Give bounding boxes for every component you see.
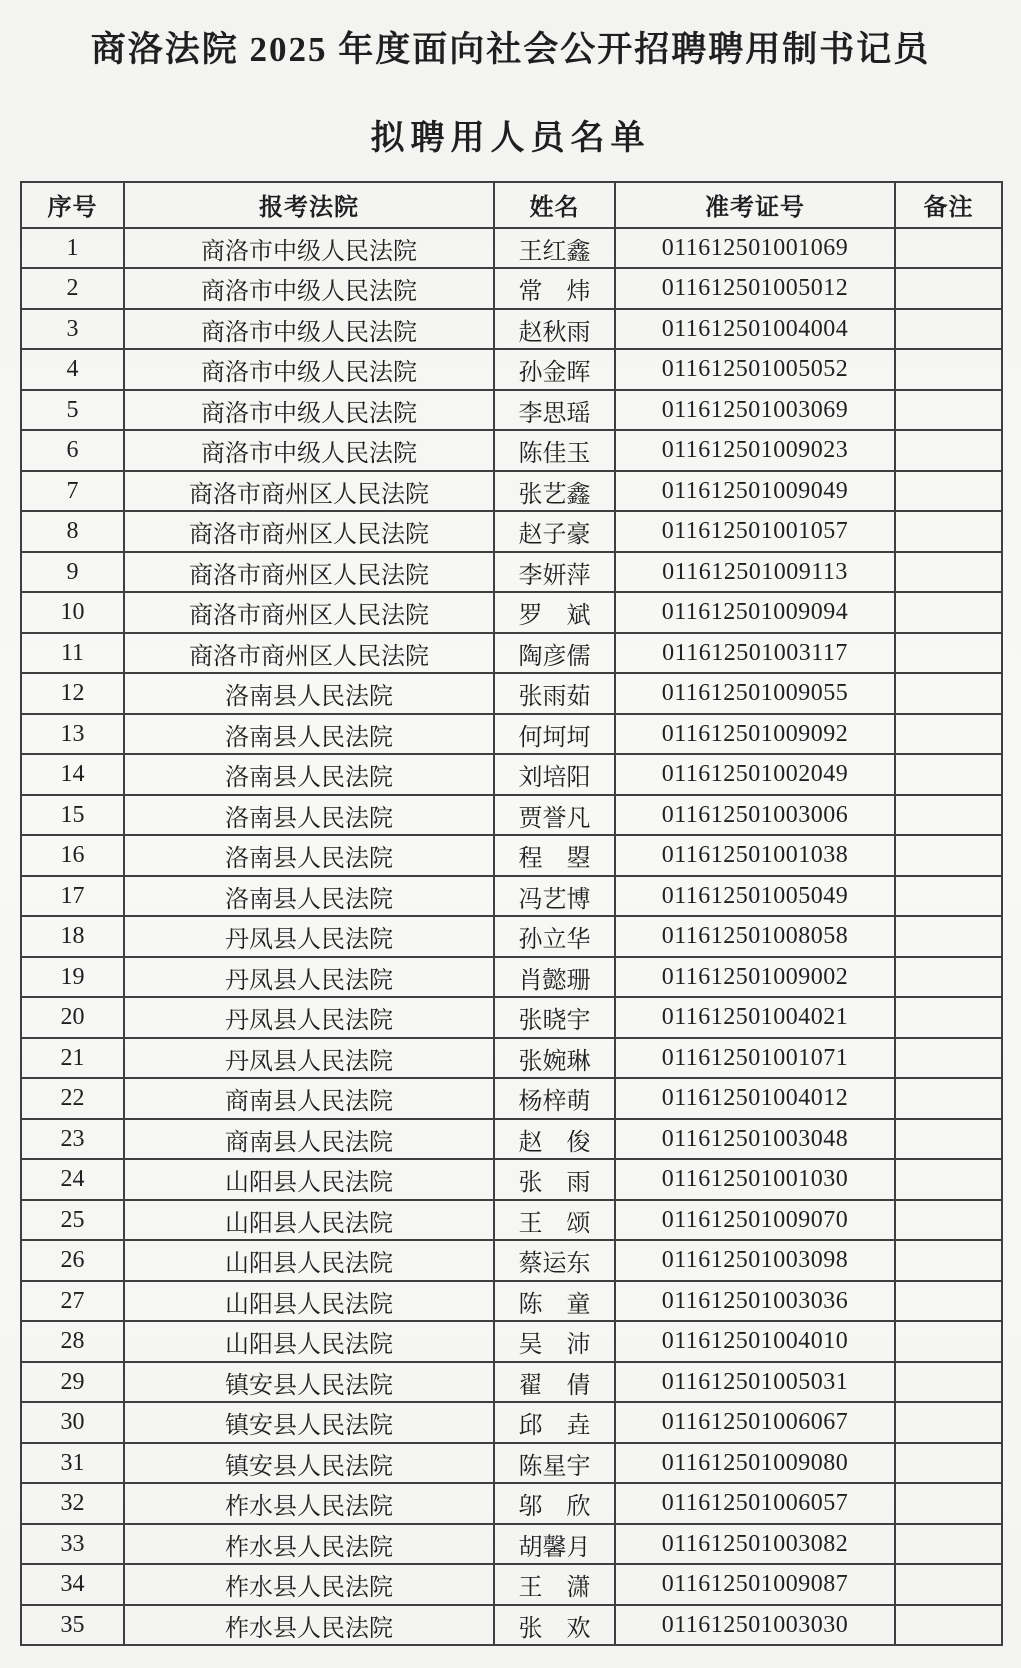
remark-cell — [895, 1564, 1002, 1605]
serial-number-cell: 18 — [21, 916, 124, 957]
serial-number-cell: 35 — [21, 1605, 124, 1646]
serial-number-cell: 20 — [21, 997, 124, 1038]
table-row — [21, 1038, 1002, 1079]
serial-number-cell: 23 — [21, 1119, 124, 1160]
serial-number-cell: 22 — [21, 1078, 124, 1119]
ticket-number-cell: 011612501004021 — [615, 997, 895, 1038]
serial-number-cell: 9 — [21, 552, 124, 593]
serial-number-cell: 10 — [21, 592, 124, 633]
name-cell: 常 炜 — [494, 268, 615, 309]
table-row — [21, 228, 1002, 269]
court-cell: 丹凤县人民法院 — [124, 997, 494, 1038]
remark-cell — [895, 592, 1002, 633]
court-cell: 柞水县人民法院 — [124, 1524, 494, 1565]
ticket-number-cell: 011612501009080 — [615, 1443, 895, 1484]
remark-cell — [895, 1038, 1002, 1079]
remark-cell — [895, 957, 1002, 998]
name-cell: 王 潇 — [494, 1564, 615, 1605]
table-row — [21, 268, 1002, 309]
court-cell: 山阳县人民法院 — [124, 1240, 494, 1281]
name-cell: 张雨茹 — [494, 673, 615, 714]
table-row — [21, 309, 1002, 350]
remark-cell — [895, 1524, 1002, 1565]
table-row — [21, 673, 1002, 714]
name-cell: 冯艺博 — [494, 876, 615, 917]
table-header-row — [21, 182, 1002, 228]
serial-number-cell: 21 — [21, 1038, 124, 1079]
ticket-number-cell: 011612501001057 — [615, 511, 895, 552]
remark-cell — [895, 876, 1002, 917]
table-row — [21, 1564, 1002, 1605]
name-cell: 孙立华 — [494, 916, 615, 957]
table-row — [21, 1362, 1002, 1403]
header-ticket-number: 准考证号 — [615, 182, 895, 228]
court-cell: 洛南县人民法院 — [124, 876, 494, 917]
name-cell: 翟 倩 — [494, 1362, 615, 1403]
court-cell: 镇安县人民法院 — [124, 1402, 494, 1443]
court-cell: 商洛市商州区人民法院 — [124, 633, 494, 674]
table-row — [21, 1443, 1002, 1484]
remark-cell — [895, 309, 1002, 350]
ticket-number-cell: 011612501001030 — [615, 1159, 895, 1200]
name-cell: 蔡运东 — [494, 1240, 615, 1281]
name-cell: 陶彦儒 — [494, 633, 615, 674]
name-cell: 张 雨 — [494, 1159, 615, 1200]
remark-cell — [895, 1119, 1002, 1160]
ticket-number-cell: 011612501005012 — [615, 268, 895, 309]
table-row — [21, 916, 1002, 957]
remark-cell — [895, 552, 1002, 593]
table-row — [21, 1159, 1002, 1200]
table-row — [21, 835, 1002, 876]
name-cell: 张艺鑫 — [494, 471, 615, 512]
name-cell: 赵秋雨 — [494, 309, 615, 350]
table-row — [21, 430, 1002, 471]
name-cell: 王 颂 — [494, 1200, 615, 1241]
court-cell: 洛南县人民法院 — [124, 714, 494, 755]
remark-cell — [895, 1443, 1002, 1484]
remark-cell — [895, 1078, 1002, 1119]
court-cell: 商洛市中级人民法院 — [124, 430, 494, 471]
table-row — [21, 633, 1002, 674]
court-cell: 商南县人民法院 — [124, 1119, 494, 1160]
table-row — [21, 876, 1002, 917]
remark-cell — [895, 1159, 1002, 1200]
remark-cell — [895, 390, 1002, 431]
serial-number-cell: 27 — [21, 1281, 124, 1322]
table-row — [21, 957, 1002, 998]
serial-number-cell: 8 — [21, 511, 124, 552]
ticket-number-cell: 011612501009094 — [615, 592, 895, 633]
ticket-number-cell: 011612501001069 — [615, 228, 895, 269]
name-cell: 赵 俊 — [494, 1119, 615, 1160]
table-row — [21, 754, 1002, 795]
ticket-number-cell: 011612501004012 — [615, 1078, 895, 1119]
court-cell: 商洛市中级人民法院 — [124, 349, 494, 390]
name-cell: 陈 童 — [494, 1281, 615, 1322]
serial-number-cell: 13 — [21, 714, 124, 755]
remark-cell — [895, 430, 1002, 471]
table-row — [21, 1402, 1002, 1443]
ticket-number-cell: 011612501001038 — [615, 835, 895, 876]
ticket-number-cell: 011612501001071 — [615, 1038, 895, 1079]
remark-cell — [895, 1281, 1002, 1322]
court-cell: 丹凤县人民法院 — [124, 1038, 494, 1079]
table-row — [21, 1119, 1002, 1160]
table-row — [21, 1524, 1002, 1565]
serial-number-cell: 1 — [21, 228, 124, 269]
name-cell: 罗 斌 — [494, 592, 615, 633]
court-cell: 柞水县人民法院 — [124, 1483, 494, 1524]
serial-number-cell: 25 — [21, 1200, 124, 1241]
ticket-number-cell: 011612501002049 — [615, 754, 895, 795]
name-cell: 何坷坷 — [494, 714, 615, 755]
serial-number-cell: 3 — [21, 309, 124, 350]
table-row — [21, 471, 1002, 512]
name-cell: 陈佳玉 — [494, 430, 615, 471]
name-cell: 邱 垚 — [494, 1402, 615, 1443]
name-cell: 张晓宇 — [494, 997, 615, 1038]
serial-number-cell: 26 — [21, 1240, 124, 1281]
remark-cell — [895, 916, 1002, 957]
name-cell: 李妍萍 — [494, 552, 615, 593]
ticket-number-cell: 011612501005052 — [615, 349, 895, 390]
remark-cell — [895, 835, 1002, 876]
table-row — [21, 1281, 1002, 1322]
ticket-number-cell: 011612501009002 — [615, 957, 895, 998]
name-cell: 肖懿珊 — [494, 957, 615, 998]
remark-cell — [895, 471, 1002, 512]
serial-number-cell: 19 — [21, 957, 124, 998]
court-cell: 商洛市中级人民法院 — [124, 390, 494, 431]
serial-number-cell: 28 — [21, 1321, 124, 1362]
ticket-number-cell: 011612501003006 — [615, 795, 895, 836]
court-cell: 洛南县人民法院 — [124, 835, 494, 876]
name-cell: 王红鑫 — [494, 228, 615, 269]
court-cell: 商洛市商州区人民法院 — [124, 552, 494, 593]
court-cell: 丹凤县人民法院 — [124, 957, 494, 998]
ticket-number-cell: 011612501009023 — [615, 430, 895, 471]
serial-number-cell: 11 — [21, 633, 124, 674]
court-cell: 洛南县人民法院 — [124, 673, 494, 714]
court-cell: 山阳县人民法院 — [124, 1281, 494, 1322]
table-row — [21, 1321, 1002, 1362]
court-cell: 洛南县人民法院 — [124, 795, 494, 836]
court-cell: 镇安县人民法院 — [124, 1443, 494, 1484]
serial-number-cell: 32 — [21, 1483, 124, 1524]
remark-cell — [895, 349, 1002, 390]
ticket-number-cell: 011612501008058 — [615, 916, 895, 957]
ticket-number-cell: 011612501009113 — [615, 552, 895, 593]
ticket-number-cell: 011612501006057 — [615, 1483, 895, 1524]
name-cell: 程 曌 — [494, 835, 615, 876]
remark-cell — [895, 1200, 1002, 1241]
remark-cell — [895, 1483, 1002, 1524]
ticket-number-cell: 011612501006067 — [615, 1402, 895, 1443]
name-cell: 张婉琳 — [494, 1038, 615, 1079]
court-cell: 商洛市商州区人民法院 — [124, 511, 494, 552]
ticket-number-cell: 011612501004004 — [615, 309, 895, 350]
table-row — [21, 511, 1002, 552]
court-cell: 柞水县人民法院 — [124, 1605, 494, 1646]
document-title: 商洛法院 2025 年度面向社会公开招聘聘用制书记员 — [90, 30, 931, 69]
court-cell: 洛南县人民法院 — [124, 754, 494, 795]
remark-cell — [895, 1402, 1002, 1443]
remark-cell — [895, 997, 1002, 1038]
name-cell: 张 欢 — [494, 1605, 615, 1646]
serial-number-cell: 33 — [21, 1524, 124, 1565]
name-cell: 赵子豪 — [494, 511, 615, 552]
court-cell: 商洛市中级人民法院 — [124, 309, 494, 350]
remark-cell — [895, 795, 1002, 836]
table-body — [21, 228, 1002, 1646]
name-cell: 邬 欣 — [494, 1483, 615, 1524]
table-row — [21, 592, 1002, 633]
header-court: 报考法院 — [124, 182, 494, 228]
table-row — [21, 390, 1002, 431]
remark-cell — [895, 1605, 1002, 1646]
name-cell: 杨梓萌 — [494, 1078, 615, 1119]
ticket-number-cell: 011612501003048 — [615, 1119, 895, 1160]
ticket-number-cell: 011612501009055 — [615, 673, 895, 714]
header-name: 姓名 — [494, 182, 615, 228]
remark-cell — [895, 754, 1002, 795]
remark-cell — [895, 633, 1002, 674]
remark-cell — [895, 228, 1002, 269]
court-cell: 丹凤县人民法院 — [124, 916, 494, 957]
serial-number-cell: 6 — [21, 430, 124, 471]
ticket-number-cell: 011612501003030 — [615, 1605, 895, 1646]
hire-roster-table — [20, 181, 1003, 1647]
remark-cell — [895, 1240, 1002, 1281]
court-cell: 镇安县人民法院 — [124, 1362, 494, 1403]
serial-number-cell: 24 — [21, 1159, 124, 1200]
table-row — [21, 1078, 1002, 1119]
court-cell: 山阳县人民法院 — [124, 1159, 494, 1200]
ticket-number-cell: 011612501009087 — [615, 1564, 895, 1605]
ticket-number-cell: 011612501005049 — [615, 876, 895, 917]
court-cell: 商洛市中级人民法院 — [124, 268, 494, 309]
remark-cell — [895, 673, 1002, 714]
table-row — [21, 997, 1002, 1038]
serial-number-cell: 7 — [21, 471, 124, 512]
serial-number-cell: 34 — [21, 1564, 124, 1605]
document-subtitle: 拟聘用人员名单 — [370, 119, 651, 157]
remark-cell — [895, 1321, 1002, 1362]
table-row — [21, 1200, 1002, 1241]
ticket-number-cell: 011612501003117 — [615, 633, 895, 674]
name-cell: 孙金晖 — [494, 349, 615, 390]
ticket-number-cell: 011612501009070 — [615, 1200, 895, 1241]
ticket-number-cell: 011612501009092 — [615, 714, 895, 755]
document-page — [0, 28, 1021, 1668]
serial-number-cell: 2 — [21, 268, 124, 309]
serial-number-cell: 15 — [21, 795, 124, 836]
remark-cell — [895, 714, 1002, 755]
name-cell: 胡馨月 — [494, 1524, 615, 1565]
ticket-number-cell: 011612501003069 — [615, 390, 895, 431]
name-cell: 贾誉凡 — [494, 795, 615, 836]
table-row — [21, 714, 1002, 755]
name-cell: 吴 沛 — [494, 1321, 615, 1362]
table-row — [21, 795, 1002, 836]
ticket-number-cell: 011612501003098 — [615, 1240, 895, 1281]
court-cell: 柞水县人民法院 — [124, 1564, 494, 1605]
table-row — [21, 1483, 1002, 1524]
serial-number-cell: 14 — [21, 754, 124, 795]
header-serial-number: 序号 — [21, 182, 124, 228]
serial-number-cell: 4 — [21, 349, 124, 390]
serial-number-cell: 29 — [21, 1362, 124, 1403]
table-row — [21, 349, 1002, 390]
remark-cell — [895, 511, 1002, 552]
ticket-number-cell: 011612501003036 — [615, 1281, 895, 1322]
court-cell: 商洛市商州区人民法院 — [124, 471, 494, 512]
serial-number-cell: 31 — [21, 1443, 124, 1484]
name-cell: 李思瑶 — [494, 390, 615, 431]
serial-number-cell: 12 — [21, 673, 124, 714]
header-remark: 备注 — [895, 182, 1002, 228]
court-cell: 商洛市中级人民法院 — [124, 228, 494, 269]
table-row — [21, 552, 1002, 593]
serial-number-cell: 5 — [21, 390, 124, 431]
court-cell: 商洛市商州区人民法院 — [124, 592, 494, 633]
name-cell: 刘培阳 — [494, 754, 615, 795]
court-cell: 山阳县人民法院 — [124, 1200, 494, 1241]
name-cell: 陈星宇 — [494, 1443, 615, 1484]
ticket-number-cell: 011612501003082 — [615, 1524, 895, 1565]
serial-number-cell: 16 — [21, 835, 124, 876]
ticket-number-cell: 011612501009049 — [615, 471, 895, 512]
ticket-number-cell: 011612501004010 — [615, 1321, 895, 1362]
remark-cell — [895, 1362, 1002, 1403]
table-row — [21, 1605, 1002, 1646]
ticket-number-cell: 011612501005031 — [615, 1362, 895, 1403]
serial-number-cell: 17 — [21, 876, 124, 917]
table-row — [21, 1240, 1002, 1281]
court-cell: 山阳县人民法院 — [124, 1321, 494, 1362]
court-cell: 商南县人民法院 — [124, 1078, 494, 1119]
serial-number-cell: 30 — [21, 1402, 124, 1443]
remark-cell — [895, 268, 1002, 309]
